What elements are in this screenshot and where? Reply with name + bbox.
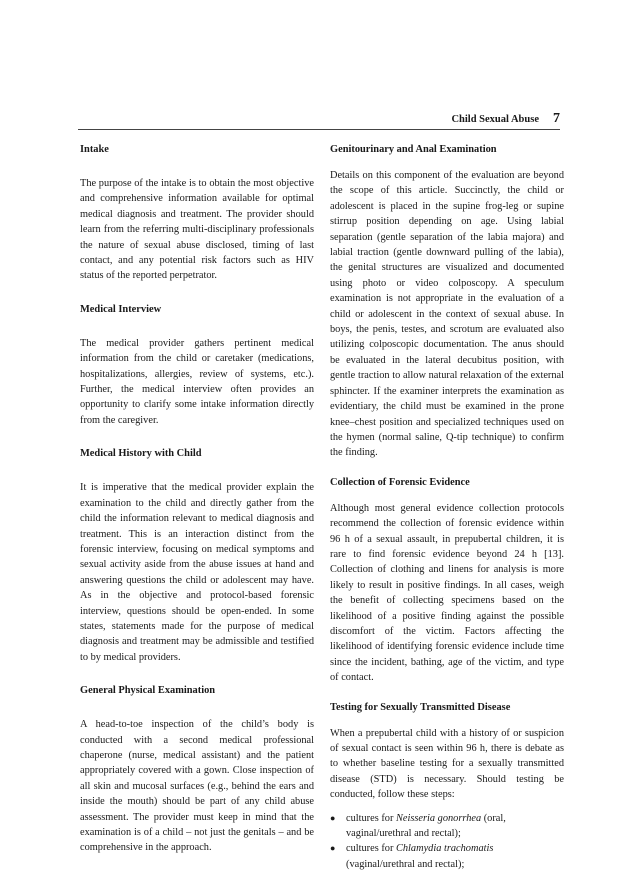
list-item: ● cultures for Chlamydia trachomatis (vaginal/urethral and rectal); — [330, 843, 494, 870]
section-heading-physical-exam: General Physical Examination — [80, 685, 216, 697]
section-heading-intake: Intake — [80, 144, 109, 155]
bullet-icon: ● — [330, 812, 336, 823]
running-title: Child Sexual Abuse — [451, 114, 539, 125]
organism-name: Neisseria gonorrhea — [395, 812, 482, 824]
section-heading-medical-interview: Medical Interview — [80, 303, 162, 315]
section-text-medical-interview: The medical provider gathers pertinent medical information from the child or caretaker (medications, hospitalizations, allergies, review of systems, etc.). Further, the medical interview often provides an opportunity to clarify some intake information directly from the caregiver. — [80, 337, 314, 426]
list-item: ● cultures for Neisseria gonorrhea (oral, vaginal/urethral and rectal); — [330, 812, 506, 840]
section-text-std-testing: When a prepubertal child with a history of or suspicion of sexual contact is seen within 96 h, there is debate as to whether baseline testing for a sexually transmitted disease (STD) is necessary. Should testing be conducted, follow these steps: — [330, 727, 564, 801]
organism-name: Chlamydia trachomatis — [395, 843, 494, 855]
section-heading-forensic-evidence: Collection of Forensic Evidence — [330, 476, 470, 488]
section-text-physical-exam: A head-to-toe inspection of the child’s body is conducted with a second medical professional chaperone (nurse, medical assistant) and the patient appropriately covered with a gown. Close inspection of all skin and mucosal surfaces (e.g., behind the ears and inside the mouth) should be part of any child abuse assessment. The provider must keep in mind that the examination is of a child – not just the genitals – and be comprehensive in the approach. — [80, 719, 314, 854]
section-heading-medical-history: Medical History with Child — [80, 448, 202, 460]
header-rule — [78, 129, 560, 130]
right-column — [330, 142, 564, 872]
std-test-list — [330, 811, 564, 872]
section-text-genitourinary-exam: Details on this component of the evaluation are beyond the scope of this article. Succinctly, the child or adolescent is placed in the supine frog-leg or supine stirrup position depending on age. Using labial separation (gentle separation of the labia majora) and labial traction (gentle downward pulling of the labia), the genital structures are visualized and documented using photo or video colposcopy. A speculum examination is not appropriate in the evaluation of a child or adolescent in the context of sexual abuse. In boys, the penis, testes, and scrotum are evaluated also utilizing colposcopic documentation. The anus should be evaluated in the lateral decubitus position, with gentle traction to allow natural relaxation of the external sphincter. If the examiner interprets the examination as evidentiary, the child must be examined in the prone knee–chest position and specialized techniques used on the hymen (normal saline, Q-tip technique) to confirm the finding. — [330, 170, 564, 459]
left-column — [80, 142, 314, 856]
page-number: 7 — [553, 111, 560, 126]
section-text-intake: The purpose of the intake is to obtain the most objective and comprehensive information available for optimal medical diagnosis and treatment. The provider should learn from the referring multi-disciplinary professionals the nature of sexual abuse disclosed, timing of last contact, and any potential risk factors such as HIV status of the reported perpetrator. — [80, 178, 314, 282]
section-heading-std-testing: Testing for Sexually Transmitted Disease — [330, 701, 511, 713]
section-heading-genitourinary-exam: Genitourinary and Anal Examination — [330, 144, 497, 155]
bullet-icon: ● — [330, 843, 336, 854]
section-text-forensic-evidence: Although most general evidence collection protocols recommend the collection of forensic evidence within 96 h of a sexual assault, in prepubertal children, it is rare to find forensic evidence beyond 24 h [13]. Collection of clothing and linens for analysis is more likely to result in positive findings. In all cases, weigh the benefit of collecting specimens based on the likelihood of a positive finding against the possible discomfort of the victim. Factors affecting the likelihood of identifying forensic evidence include time since the incident, bathing, age of the victim, and type of contact. — [330, 502, 564, 684]
section-text-medical-history: It is imperative that the medical provider explain the examination to the child and directly gather from the child the information relevant to medical diagnosis and treatment. This is an interaction distinct from the forensic interview, focusing on medical symptoms and sexual activity aside from the abuse issues at hand and answering questions the child or adolescent may have. As in the objective and protocol-based forensic interview, questions should be open-ended. In some states, statements made for the purpose of medical diagnosis and treatment may be admissible and testified to by medical providers. — [80, 482, 314, 663]
running-header — [78, 111, 560, 127]
